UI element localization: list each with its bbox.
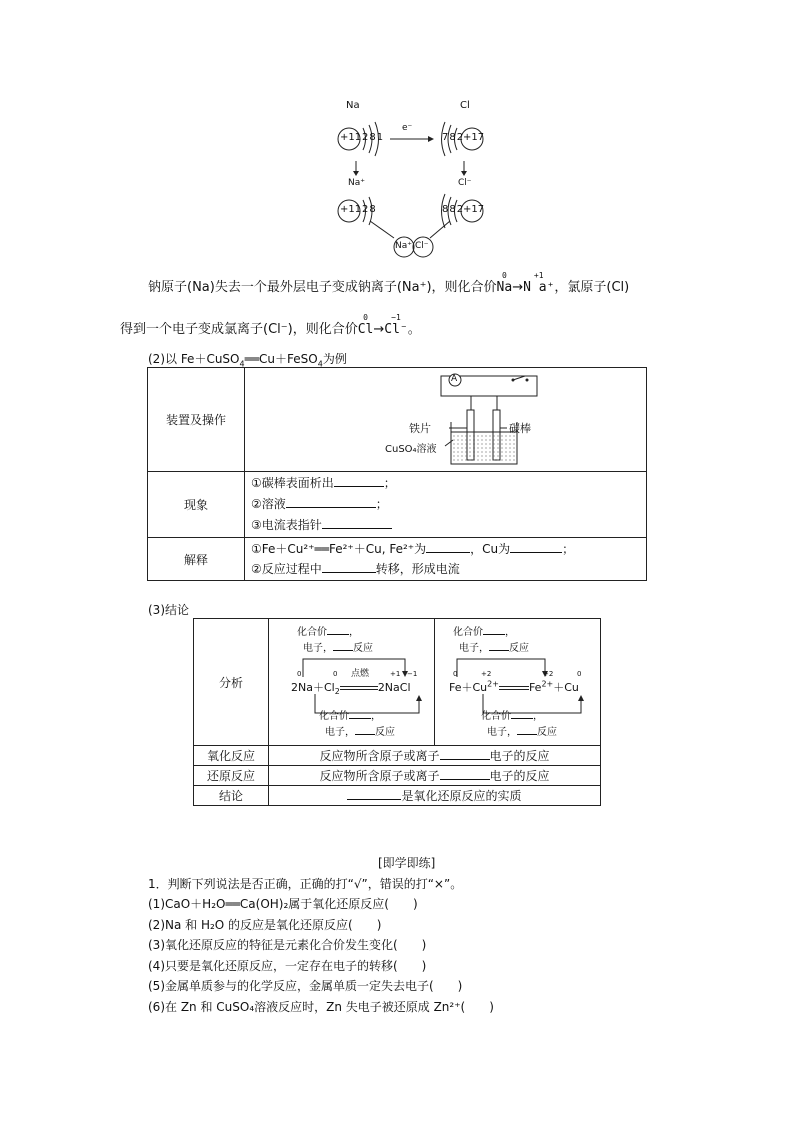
analysis-panel-2 bbox=[435, 619, 600, 745]
def-text: 电子的反应 bbox=[489, 769, 550, 783]
eq2 bbox=[449, 679, 579, 695]
valence-line-top: 化合价 ， bbox=[297, 623, 359, 638]
answer-blank bbox=[349, 707, 371, 719]
na-ion-shells: 28 bbox=[362, 204, 377, 215]
na-atom-core: +11 bbox=[340, 132, 362, 143]
phenomenon-text: ②溶液 bbox=[251, 497, 286, 511]
eq1-condition: 点燃 bbox=[351, 669, 370, 679]
eq1-right: 2NaCl bbox=[377, 681, 411, 694]
heading-sub: 4 bbox=[317, 359, 323, 369]
cl-atom-shells: 782 bbox=[442, 132, 465, 143]
na-ion-label: Na⁺ bbox=[348, 178, 365, 188]
heading-prefix: (2)以 Fe＋CuSO bbox=[148, 352, 240, 366]
practice-items bbox=[148, 894, 494, 1017]
section2-heading bbox=[148, 350, 347, 368]
paragraph1-line2-b: 。 bbox=[407, 322, 421, 337]
answer-blank bbox=[517, 723, 537, 735]
pair-na: Na⁺ bbox=[395, 241, 412, 251]
ox-fe-0: 0 bbox=[453, 670, 458, 678]
answer-blank bbox=[322, 561, 376, 573]
practice-item: (3)氧化还原反应的特征是元素化合价发生变化( ) bbox=[148, 938, 427, 952]
oxidation-def bbox=[269, 746, 601, 766]
na-ox-from bbox=[496, 271, 513, 295]
answer-blank bbox=[440, 768, 490, 780]
practice-item: (6)在 Zn 和 CuSO₄溶液反应时，Zn 失电子被还原成 Zn²⁺( ) bbox=[148, 999, 494, 1014]
arrow: → bbox=[373, 322, 385, 337]
ox-cu-plus2: +2 bbox=[481, 670, 492, 678]
na-ion-core: +11 bbox=[340, 204, 362, 215]
electron-label: e⁻ bbox=[402, 123, 413, 133]
section3-heading: (3)结论 bbox=[148, 603, 189, 617]
valence-text: 化合价 bbox=[319, 711, 349, 722]
row-label-phenomena: 现象 bbox=[148, 472, 245, 538]
answer-blank bbox=[347, 788, 401, 800]
eq2-equals bbox=[499, 686, 529, 690]
answer-blank bbox=[322, 517, 392, 529]
electron-text: 电子， bbox=[459, 643, 489, 654]
semicolon: ； bbox=[375, 497, 388, 511]
practice-question: 1．判断下列说法是否正确，正确的打“√”，错误的打“×”。 bbox=[148, 877, 463, 891]
electron-line-bottom bbox=[325, 723, 395, 738]
pair-cl: Cl⁻ bbox=[415, 241, 429, 251]
eq1-sub: 2 bbox=[334, 687, 340, 697]
valence-text: 化合价 bbox=[297, 627, 327, 638]
oxidation-label: 氧化反应 bbox=[194, 746, 269, 766]
semicolon: ； bbox=[562, 542, 575, 556]
explain-cell bbox=[245, 538, 647, 581]
analysis-label: 分析 bbox=[194, 619, 269, 746]
ox-elem: Cl bbox=[357, 322, 374, 337]
answer-blank bbox=[426, 541, 470, 553]
ox-cl-minus1: −1 bbox=[407, 670, 418, 678]
valence-text: 化合价 bbox=[453, 627, 483, 638]
ox-fe-plus2: +2 bbox=[543, 670, 554, 678]
valence-line-bottom: 化合价 ， bbox=[481, 707, 543, 722]
cl-ox-from bbox=[357, 313, 374, 337]
ox-num: 0 bbox=[501, 271, 507, 280]
answer-blank bbox=[510, 541, 562, 553]
electron-line-bottom bbox=[487, 723, 557, 738]
eq1-equals bbox=[340, 686, 378, 690]
cl-atom-label: Cl bbox=[460, 100, 470, 111]
eq2-charge: 2+ bbox=[541, 679, 554, 689]
valence-text: 化合价 bbox=[481, 711, 511, 722]
iron-label: 铁片 bbox=[409, 422, 431, 435]
reduction-label: 还原反应 bbox=[194, 766, 269, 786]
ox-num: 0 bbox=[363, 313, 368, 322]
eq2-charge: 2+ bbox=[487, 679, 499, 689]
analysis-panels bbox=[269, 619, 600, 745]
na-atom-shells: 281 bbox=[362, 132, 385, 143]
reaction-text: 反应 bbox=[537, 727, 557, 738]
ox-na-0: 0 bbox=[297, 670, 302, 678]
paragraph-line-2 bbox=[120, 313, 421, 337]
paragraph1-part-a: 钠原子(Na)失去一个最外层电子变成钠离子(Na⁺)，则化合价 bbox=[148, 280, 497, 295]
row-label-apparatus: 装置及操作 bbox=[148, 368, 245, 472]
conclusion-label: 结论 bbox=[194, 786, 269, 806]
reaction-text: 反应 bbox=[509, 643, 529, 654]
apparatus-cell bbox=[245, 368, 647, 472]
answer-blank bbox=[286, 496, 376, 508]
explain-line-1 bbox=[251, 539, 645, 559]
eq1-left: 2Na＋Cl bbox=[291, 681, 335, 694]
def-text: 电子的反应 bbox=[489, 749, 550, 763]
conclusion-table bbox=[193, 618, 601, 806]
ox-elem: Na bbox=[496, 280, 513, 295]
conclusion-def bbox=[269, 786, 601, 806]
ox-num: −1 bbox=[391, 313, 401, 322]
phenomenon-text: ①碳棒表面析出 bbox=[251, 476, 334, 490]
phenomenon-3 bbox=[251, 515, 645, 536]
na-ox-to bbox=[523, 271, 555, 295]
eq2-cu: ＋Cu bbox=[553, 681, 579, 694]
phenomenon-2 bbox=[251, 494, 645, 515]
def-text: 反应物所含原子或离子 bbox=[319, 749, 440, 763]
explain-text: ，Cu为 bbox=[470, 542, 511, 556]
valence-line-top: 化合价 ， bbox=[453, 623, 515, 638]
ox-elem: N a⁺ bbox=[523, 280, 555, 295]
phenomena-cell bbox=[245, 472, 647, 538]
valence-line-bottom: 化合价 ， bbox=[319, 707, 381, 722]
reduction-def bbox=[269, 766, 601, 786]
answer-blank bbox=[334, 475, 384, 487]
reaction-text: 反应 bbox=[353, 643, 373, 654]
row-label-explain: 解释 bbox=[148, 538, 245, 581]
apparatus-svg bbox=[365, 370, 625, 470]
heading-sub: 4 bbox=[239, 359, 245, 369]
eq2-left: Fe＋Cu bbox=[449, 681, 488, 694]
practice-item: (1)CaO＋H₂O══Ca(OH)₂属于氧化还原反应( ) bbox=[148, 897, 418, 911]
heading-eq: ══ bbox=[244, 352, 260, 366]
carbon-label: 碳棒 bbox=[509, 422, 531, 435]
eq2-right: Fe bbox=[528, 681, 542, 694]
def-text: 是氧化还原反应的实质 bbox=[401, 789, 522, 803]
phenomenon-text: ③电流表指针 bbox=[251, 518, 322, 532]
analysis-panel-1 bbox=[269, 619, 435, 745]
analysis-cell bbox=[269, 619, 601, 746]
ox-elem: Cl⁻ bbox=[384, 322, 408, 337]
paragraph1-part-b: ，氯原子(Cl) bbox=[554, 280, 630, 295]
semicolon: ； bbox=[383, 476, 396, 490]
ammeter-label: A bbox=[451, 374, 458, 384]
answer-blank bbox=[511, 707, 533, 719]
atom-diagram bbox=[330, 95, 500, 265]
reaction-text: 反应 bbox=[375, 727, 395, 738]
explain-text: ②反应过程中 bbox=[251, 562, 322, 576]
explain-line-2 bbox=[251, 559, 645, 579]
explain-text: ①Fe＋Cu²⁺══Fe²⁺＋Cu, Fe²⁺为 bbox=[251, 542, 427, 556]
electron-text: 电子， bbox=[325, 727, 355, 738]
answer-blank bbox=[440, 748, 490, 760]
na-atom-label: Na bbox=[346, 100, 360, 111]
electron-text: 电子， bbox=[303, 643, 333, 654]
ox-cl-0: 0 bbox=[333, 670, 338, 678]
arrow: → bbox=[512, 280, 524, 295]
practice-item: (4)只要是氧化还原反应，一定存在电子的转移( ) bbox=[148, 958, 427, 973]
ox-na-plus1: +1 bbox=[390, 670, 401, 678]
ox-num: +1 bbox=[533, 271, 544, 280]
phenomenon-1 bbox=[251, 473, 645, 494]
electron-text: 电子， bbox=[487, 727, 517, 738]
heading-suffix: 为例 bbox=[322, 352, 347, 366]
solution-label: CuSO₄溶液 bbox=[385, 444, 437, 455]
practice-item: (2)Na 和 H₂O 的反应是氧化还原反应( ) bbox=[148, 917, 382, 932]
paragraph-line-1 bbox=[148, 271, 630, 295]
practice-title: [即学即练] bbox=[378, 856, 436, 870]
heading-mid: Cu＋FeSO bbox=[259, 352, 318, 366]
practice-item: (5)金属单质参与的化学反应，金属单质一定失去电子( ) bbox=[148, 979, 463, 993]
section2-table bbox=[147, 367, 647, 581]
def-text: 反应物所含原子或离子 bbox=[319, 769, 440, 783]
eq1 bbox=[291, 679, 411, 696]
cl-ion-shells: 882 bbox=[442, 204, 465, 215]
cl-ion-label: Cl⁻ bbox=[458, 178, 472, 188]
ox-cu-0: 0 bbox=[577, 670, 582, 678]
explain-text: 转移，形成电流 bbox=[375, 562, 460, 576]
paragraph1-line2-a: 得到一个电子变成氯离子(Cl⁻)，则化合价 bbox=[120, 322, 358, 337]
cl-ox-to bbox=[384, 313, 408, 337]
answer-blank bbox=[355, 723, 375, 735]
cl-ion-core: +17 bbox=[463, 204, 485, 215]
cl-atom-core: +17 bbox=[463, 132, 485, 143]
